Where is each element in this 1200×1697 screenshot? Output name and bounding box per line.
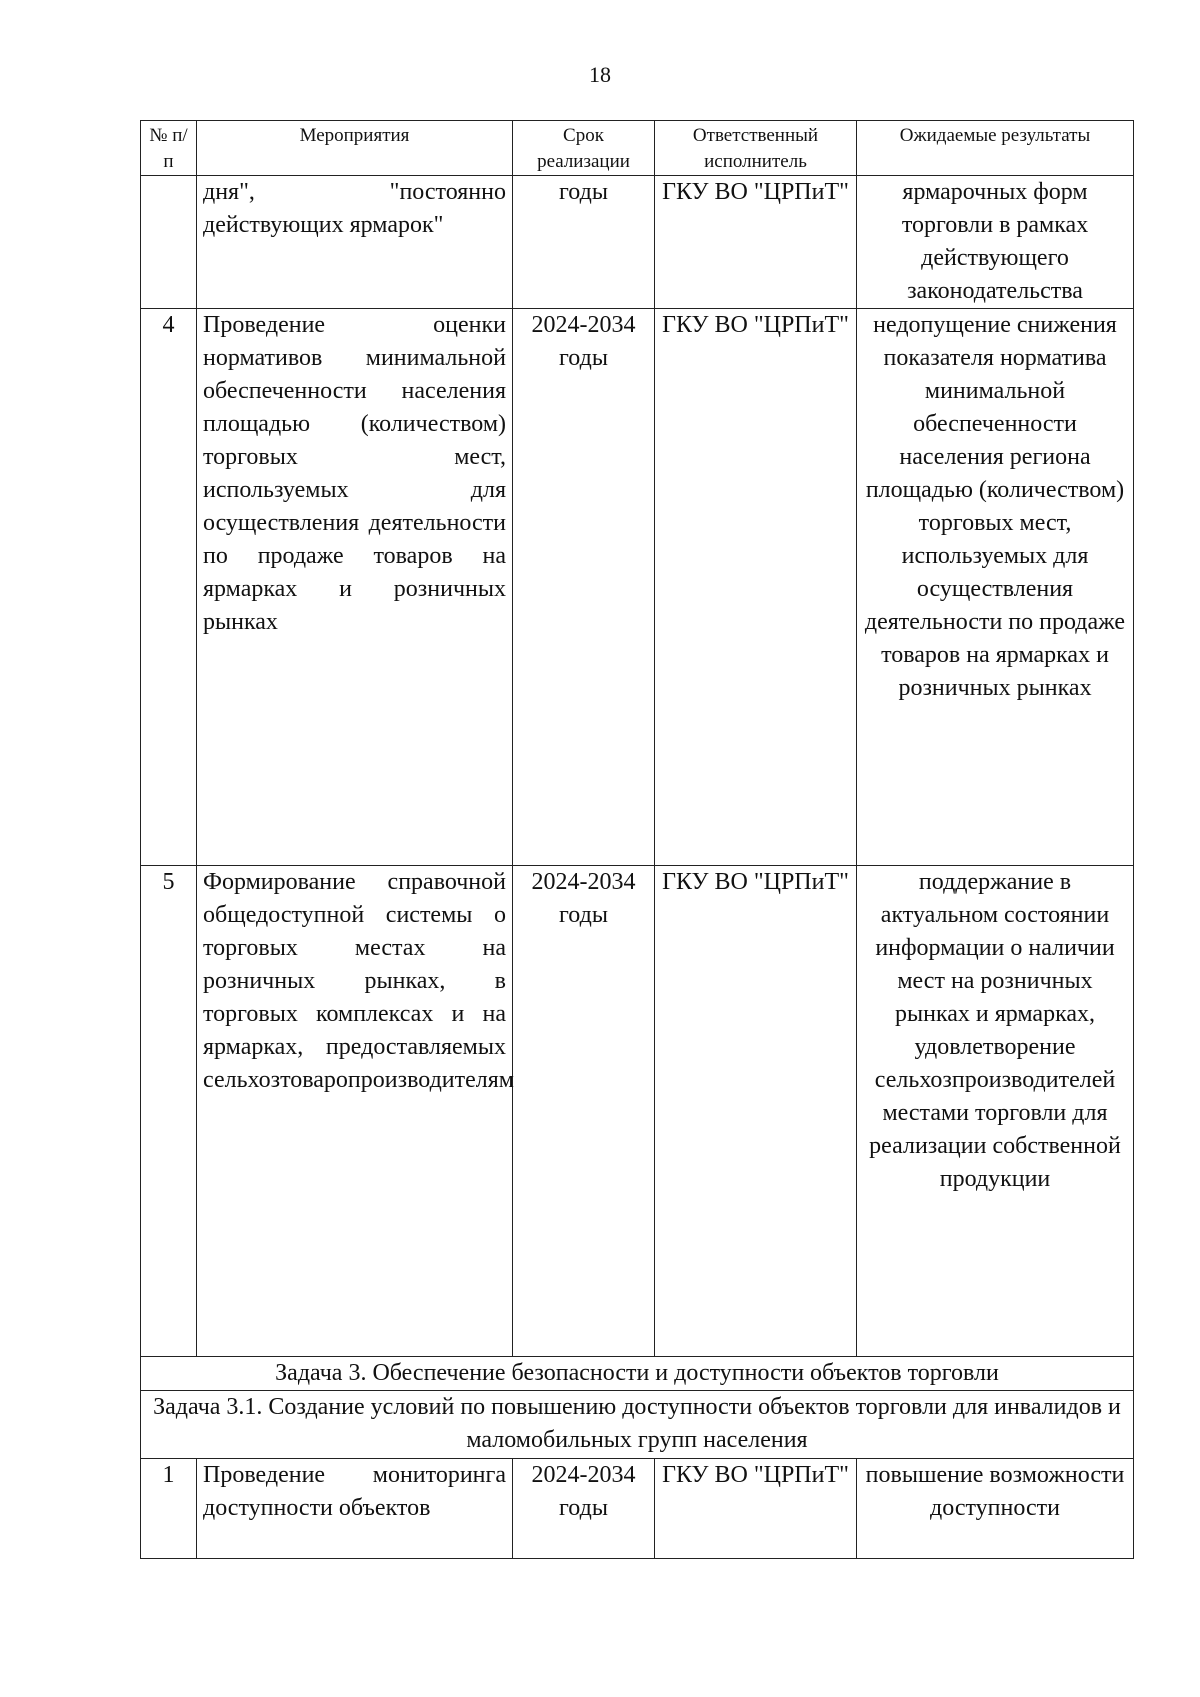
row-activity: Проведение оценки нормативов минимальной обеспеченности населения площадью (количеством) торговых мест, используемых для осуществления деятельности по продаже товаров на ярмарках и розничных рынках xyxy=(197,309,513,866)
row-term: годы xyxy=(513,176,655,309)
header-term: Срок реализации xyxy=(513,121,655,176)
row-term: 2024-2034 годы xyxy=(513,309,655,866)
table-row xyxy=(141,176,1134,309)
row-num: 1 xyxy=(141,1459,197,1559)
row-num: 5 xyxy=(141,866,197,1357)
task-row xyxy=(141,1391,1134,1459)
row-results: повышение возможности доступности xyxy=(857,1459,1134,1559)
row-executor: ГКУ ВО "ЦРПиТ" xyxy=(655,176,857,309)
task-row xyxy=(141,1357,1134,1391)
header-activity: Мероприятия xyxy=(197,121,513,176)
row-term: 2024-2034 годы xyxy=(513,866,655,1357)
row-num: 4 xyxy=(141,309,197,866)
row-results: поддержание в актуальном состоянии информации о наличии мест на розничных рынках и ярмарках, удовлетворение сельхозпроизводителей местами торговли для реализации собственной продукции xyxy=(857,866,1134,1357)
header-executor: Ответственный исполнитель xyxy=(655,121,857,176)
task-3-1-heading: Задача 3.1. Создание условий по повышению доступности объектов торговли для инвалидов и маломобильных групп населения xyxy=(141,1391,1134,1459)
table-row xyxy=(141,309,1134,866)
page-number: 18 xyxy=(589,62,611,87)
table-row xyxy=(141,866,1134,1357)
row-activity: дня", "постоянно действующих ярмарок" xyxy=(197,176,513,309)
row-activity: Формирование справочной общедоступной системы о торговых местах на розничных рынках, в торговых комплексах и на ярмарках, предоставляемых сельхозтоваропроизводителям xyxy=(197,866,513,1357)
table-row xyxy=(141,1459,1134,1559)
task-3-heading: Задача 3. Обеспечение безопасности и доступности объектов торговли xyxy=(141,1357,1134,1391)
row-num xyxy=(141,176,197,309)
measures-table xyxy=(140,120,1134,1559)
row-results: недопущение снижения показателя норматива минимальной обеспеченности населения региона площадью (количеством) торговых мест, используемых для осуществления деятельности по продаже товаров на ярмарках и розничных рынках xyxy=(857,309,1134,866)
header-results: Ожидаемые результаты xyxy=(857,121,1134,176)
table-header-row xyxy=(141,121,1134,176)
row-results: ярмарочных форм торговли в рамках действующего законодательства xyxy=(857,176,1134,309)
row-executor: ГКУ ВО "ЦРПиТ" xyxy=(655,1459,857,1559)
row-term: 2024-2034 годы xyxy=(513,1459,655,1559)
row-activity: Проведение мониторинга доступности объектов xyxy=(197,1459,513,1559)
row-executor: ГКУ ВО "ЦРПиТ" xyxy=(655,866,857,1357)
row-executor: ГКУ ВО "ЦРПиТ" xyxy=(655,309,857,866)
header-num: № п/п xyxy=(141,121,197,176)
